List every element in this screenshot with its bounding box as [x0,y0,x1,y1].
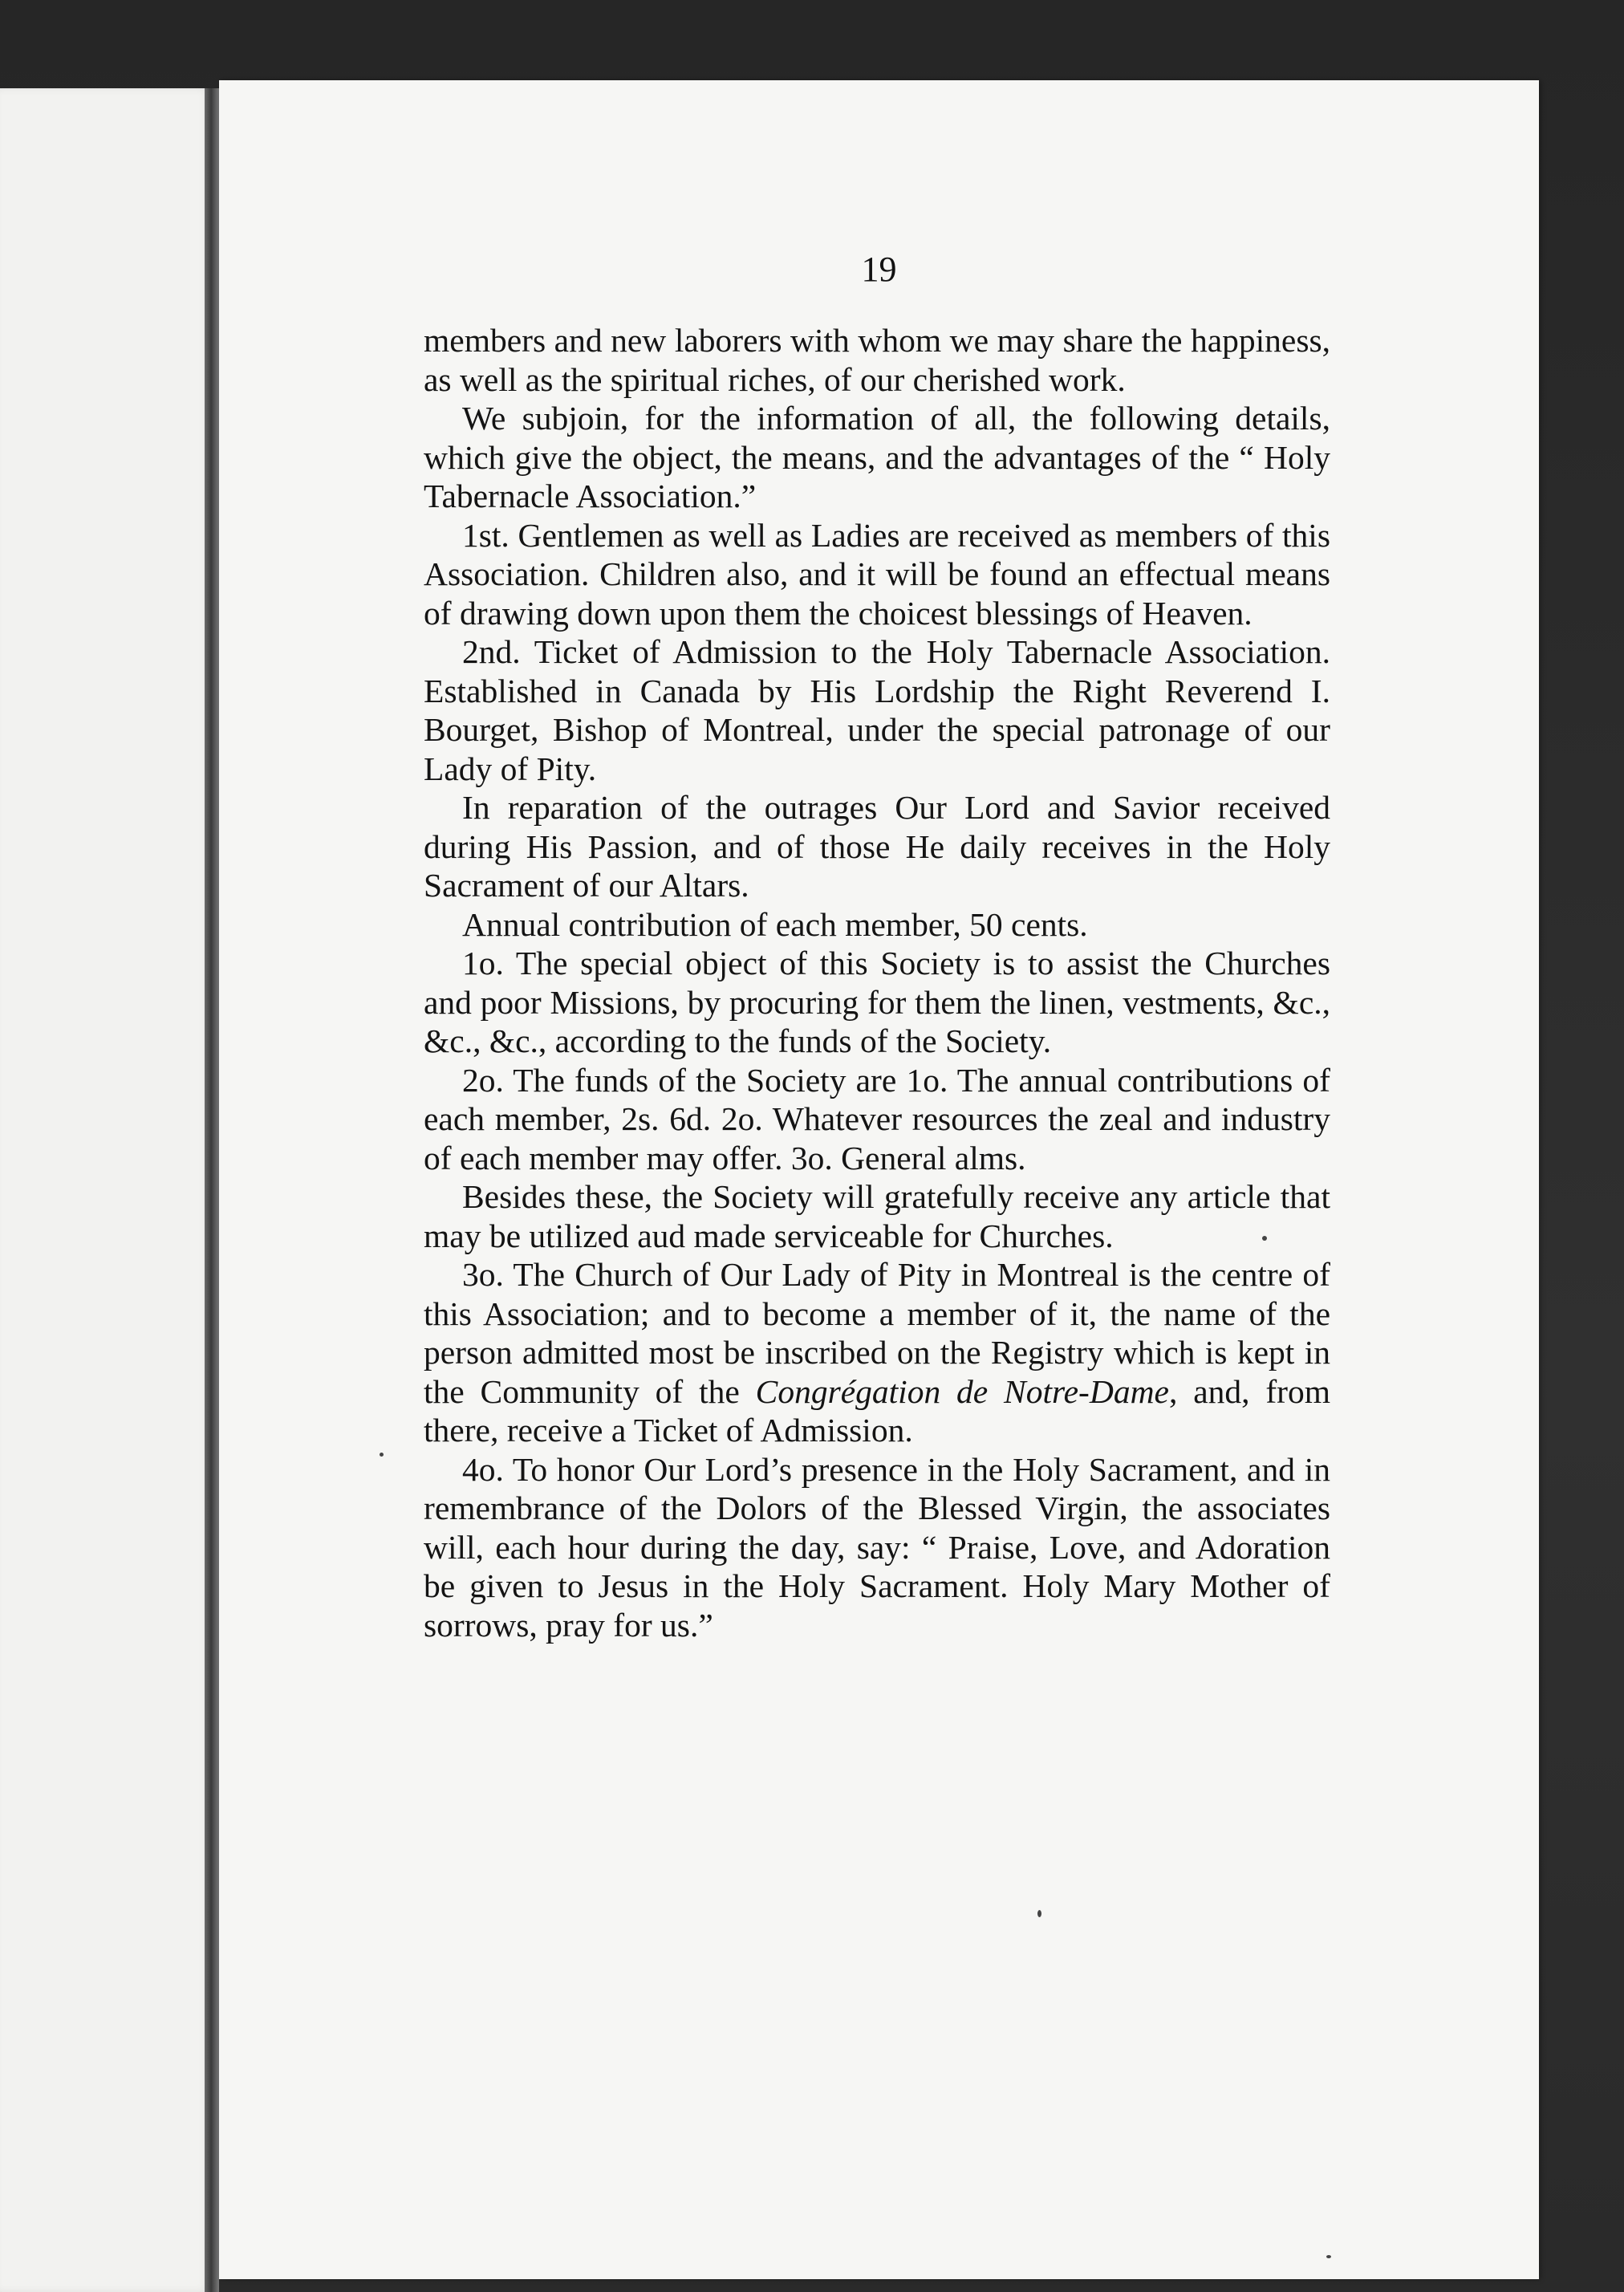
paragraph-church-centre [424,1255,1330,1450]
paragraph-ticket: 2nd. Ticket of Admission to the Holy Tabernacle Association. Established in Canada by His Lordship the Right Reverend I. Bourget, Bishop of Montreal, under the special patronage of our Lady of Pity. [424,633,1330,787]
book-spine [205,88,219,2292]
paragraph-continuation: members and new laborers with whom we may share the happiness, as well as the spiritual riches, of our cherished work. [424,322,1330,398]
dust-speck [380,1453,384,1457]
paragraph-object: 1o. The special object of this Society is to assist the Churches and poor Missions, by procuring for them the linen, vestments, &c., &c., &c., according to the funds of the Society. [424,945,1330,1059]
paragraph-first-rule: 1st. Gentlemen as well as Ladies are received as members of this Association. Children also, and it will be found an effectual means of drawing down upon them the choicest blessings of Heaven. [424,516,1330,632]
paragraph-prayer: 4o. To honor Our Lord’s presence in the Holy Sacrament, and in remembrance of the Dolors of the Blessed Virgin, the associates will, each hour during the day, say: “ Praise, Love, and Adoration be given to Jesus in the Holy Sacrament. Holy Mary Mother of sorrows, pray for us.” [424,1450,1330,1644]
dust-speck [1326,2255,1331,2258]
church-centre-text-after: , and, from there, receive a Ticket of Admission. [424,1372,1331,1449]
dust-speck [1262,1236,1267,1241]
paragraph-subjoin: We subjoin, for the information of all, the following details, which give the object, the means, and the advantages of the “ Holy Tabernacle Association.” [424,400,1330,514]
page-number: 19 [861,250,897,289]
paragraph-funds: 2o. The funds of the Society are 1o. The annual contributions of each member, 2s. 6d. 2o. Whatever resources the zeal and industry of each member may offer. 3o. General alms. [424,1061,1330,1176]
body-text [424,321,1330,1644]
facing-page-edge [0,88,210,2292]
church-centre-text-before: 3o. The Church of Our Lady of Pity in Montreal is the centre of this Association; and to become a member of it, the name of the person admitted most be inscribed on the Registry which is kept in the Community of the [424,1256,1330,1410]
congregation-name: Congrégation de Notre-Dame [755,1372,1169,1410]
paragraph-besides: Besides these, the Society will gratefully receive any article that may be utilized aud made serviceable for Churches. [424,1178,1330,1254]
paragraph-contribution: Annual contribution of each member, 50 cents. [462,905,1088,943]
paragraph-reparation: In reparation of the outrages Our Lord and Savior received during His Passion, and of those He daily receives in the Holy Sacrament of our Altars. [424,789,1330,904]
dust-speck [1037,1910,1041,1917]
document-page [219,80,1539,2279]
